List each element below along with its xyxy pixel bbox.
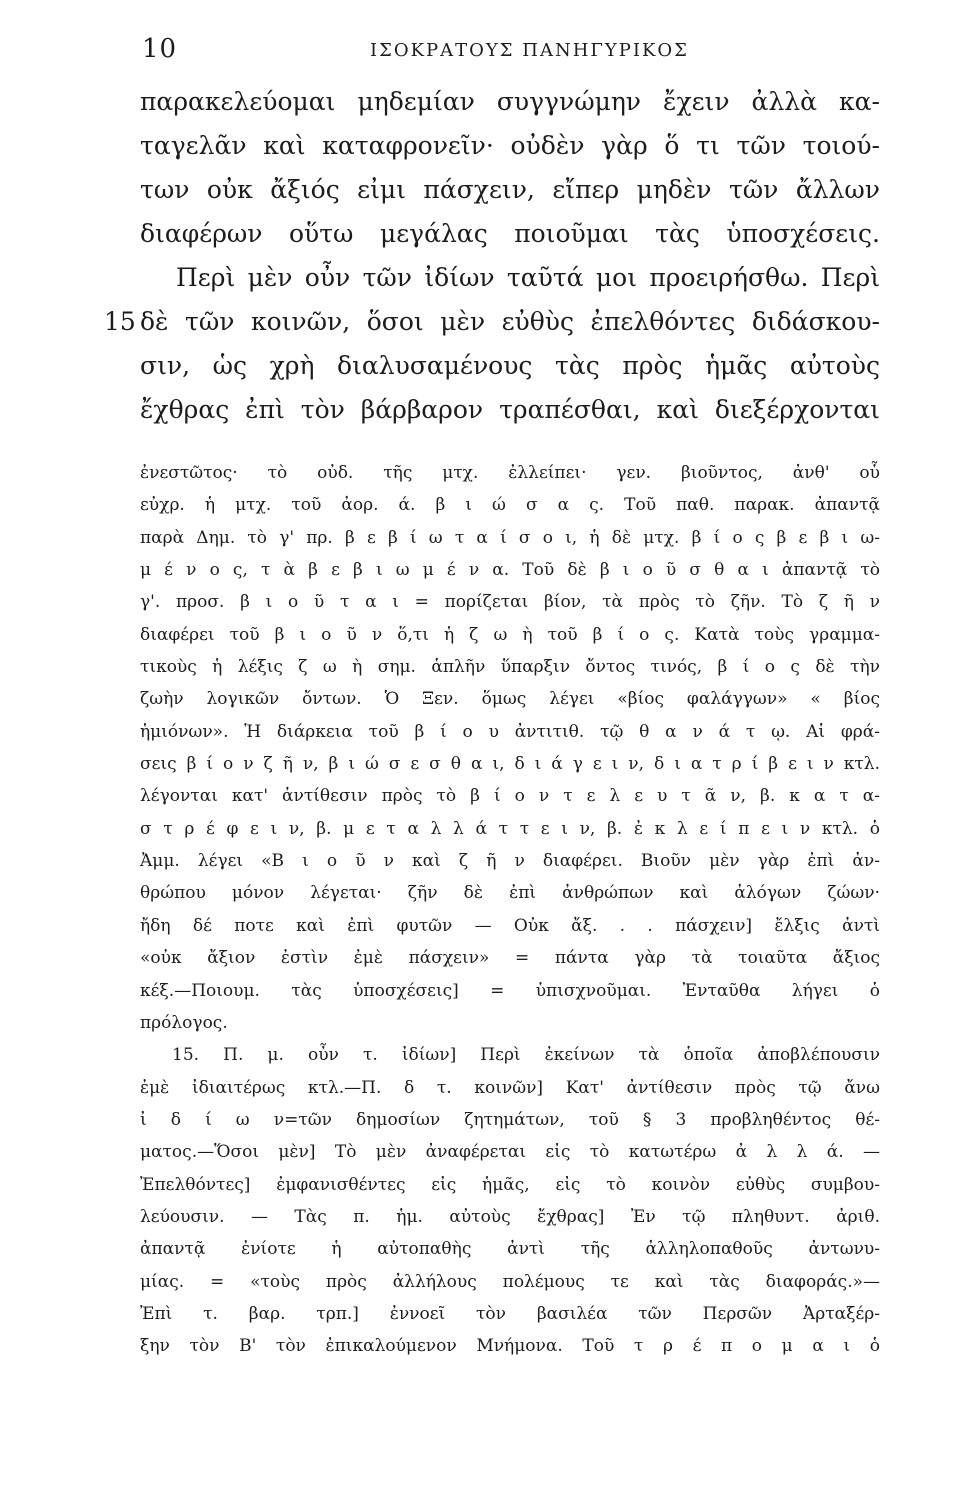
note-line: ξην τὸν Β' τὸν ἐπικαλούμενον Μνήμονα. Τοῦ τ ρ έ π ο μ α ι ὁ	[140, 1336, 880, 1357]
main-text-line: ἔχθρας ἐπὶ τὸν βάρβαρον τραπέσθαι, καὶ διεξέρχονται	[140, 395, 880, 424]
page-number: 10	[142, 34, 178, 64]
note-line: τικοὺς ἡ λέξις ζ ω ὴ σημ. ἁπλῆν ὕπαρξιν ὄντος τινός, β ί ο ς δὲ τὴν	[140, 657, 880, 678]
note-line: λέγονται κατ' ἀντίθεσιν πρὸς τὸ β ί ο ν τ ε λ ε υ τ ᾶ ν, β. κ α τ α-	[140, 786, 880, 807]
note-line: παρὰ Δημ. τὸ γ' πρ. β ε β ί ω τ α ί σ ο ι, ἡ δὲ μτχ. β ί ο ς β ε β ι ω-	[140, 527, 880, 548]
note-line: πρόλογος.	[140, 1012, 228, 1033]
main-text-line: ταγελᾶν καὶ καταφρονεῖν· οὐδὲν γὰρ ὅ τι τῶν τοιού-	[140, 131, 880, 160]
main-text	[140, 80, 880, 432]
note-line: Ἐπελθόντες] ἐμφανισθέντες εἰς ἡμᾶς, εἰς τὸ κοινὸν εὐθὺς συμβου-	[140, 1174, 880, 1195]
note-line: ἰ δ ί ω ν=τῶν δημοσίων ζητημάτων, τοῦ § 3 προβληθέντος θέ-	[140, 1109, 880, 1130]
note-line: μίας. = «τοὺς πρὸς ἀλλήλους πολέμους τε καὶ τὰς διαφοράς.»—	[140, 1271, 880, 1292]
note-line: κέξ.—Ποιουμ. τὰς ὑποσχέσεις] = ὑπισχνοῦμαι. Ἐνταῦθα λήγει ὁ	[140, 980, 880, 1001]
main-text-line: δὲ τῶν κοινῶν, ὅσοι μὲν εὐθὺς ἐπελθόντες διδάσκου-	[140, 307, 880, 336]
commentary-notes	[140, 457, 880, 1363]
note-line: σ τ ρ έ φ ε ι ν, β. μ ε τ α λ λ ά τ τ ε ι ν, β. ἐ κ λ ε ί π ε ι ν κτλ. ὁ	[140, 818, 880, 839]
main-text-line: διαφέρων οὕτω μεγάλας ποιοῦμαι τὰς ὑποσχέσεις.	[140, 219, 880, 248]
note-line: ἐμὲ ἰδιαιτέρως κτλ.—Π. δ τ. κοινῶν] Κατ' ἀντίθεσιν πρὸς τῷ ἄνω	[140, 1077, 880, 1098]
note-line: Ἐπὶ τ. βαρ. τρπ.] ἐννοεῖ τὸν βασιλέα τῶν Περσῶν Ἀρταξέρ-	[140, 1303, 880, 1324]
section-marker: 15	[104, 307, 136, 336]
note-line: ἐνεστῶτος· τὸ οὐδ. τῆς μτχ. ἐλλείπει· γεν. βιοῦντος, ἀνθ' οὗ	[140, 463, 880, 483]
note-line: ματος.—Ὅσοι μὲν] Τὸ μὲν ἀναφέρεται εἰς τὸ κατωτέρω ἀ λ λ ά. —	[140, 1142, 880, 1163]
note-line: σεις β ί ο ν ζ ῆ ν, β ι ώ σ ε σ θ α ι, δ ι ά γ ε ι ν, δ ι α τ ρ ί β ε ι ν κτλ.	[140, 754, 880, 775]
note-line: λεύουσιν. — Τὰς π. ἡμ. αὐτοὺς ἔχθρας] Ἐν τῷ πληθυντ. ἀριθ.	[140, 1206, 880, 1227]
note-line: εὐχρ. ἡ μτχ. τοῦ ἀορ. ά. β ι ώ σ α ς. Τοῦ παθ. παρακ. ἀπαντᾷ	[140, 495, 880, 516]
main-text-line: σιν, ὡς χρὴ διαλυσαμένους τὰς πρὸς ἡμᾶς αὐτοὺς	[140, 351, 880, 380]
running-title: ΙΣΟΚΡΑΤΟΥΣ ΠΑΝΗΓΥΡΙΚΟΣ	[370, 40, 689, 61]
note-line: ἤδη δέ ποτε καὶ ἐπὶ φυτῶν — Οὐκ ἄξ. . . πάσχειν] ἔλξις ἀντὶ	[140, 915, 880, 936]
note-line: Ἀμμ. λέγει «Β ι ο ῦ ν καὶ ζ ῆ ν διαφέρει. Βιοῦν μὲν γὰρ ἐπὶ ἀν-	[140, 851, 880, 872]
note-line: ἡμιόνων». Ἡ διάρκεια τοῦ β ί ο υ ἀντιτιθ. τῷ θ α ν ά τ ῳ. Αἱ φρά-	[140, 721, 880, 742]
main-text-line: παρακελεύομαι μηδεμίαν συγγνώμην ἔχειν ἀλλὰ κα-	[140, 87, 880, 116]
main-text-line: Περὶ μὲν οὖν τῶν ἰδίων ταῦτά μοι προειρήσθω. Περὶ	[176, 263, 880, 292]
note-line: ζωὴν λογικῶν ὄντων. Ὁ Ξεν. ὅμως λέγει «βίος φαλάγγων» « βίος	[140, 689, 880, 710]
main-text-line: των οὐκ ἄξιός εἰμι πάσχειν, εἴπερ μηδὲν τῶν ἄλλων	[140, 175, 880, 204]
note-line: μ έ ν ο ς, τ ὰ β ε β ι ω μ έ ν α. Τοῦ δὲ β ι ο ῦ σ θ α ι ἀπαντᾷ τὸ	[140, 560, 880, 581]
note-line: γ'. προσ. β ι ο ῦ τ α ι = πορίζεται βίον, τὰ πρὸς τὸ ζῆν. Τὸ ζ ῆ ν	[140, 592, 880, 613]
note-line: διαφέρει τοῦ β ι ο ῦ ν ὅ,τι ἡ ζ ω ὴ τοῦ β ί ο ς. Κατὰ τοὺς γραμμα-	[140, 624, 880, 645]
note-line: θρώπου μόνον λέγεται· ζῆν δὲ ἐπὶ ἀνθρώπων καὶ ἀλόγων ζώων·	[140, 883, 880, 904]
note-line: 15. Π. μ. οὖν τ. ἰδίων] Περὶ ἐκείνων τὰ ὁποῖα ἀποβλέπουσιν	[172, 1045, 880, 1066]
note-line: ἀπαντᾷ ἐνίοτε ἡ αὐτοπαθὴς ἀντὶ τῆς ἀλληλοπαθοῦς ἀντωνυ-	[140, 1239, 880, 1260]
note-line: «οὐκ ἄξιον ἐστὶν ἐμὲ πάσχειν» = πάντα γὰρ τὰ τοιαῦτα ἄξιος	[140, 948, 880, 969]
